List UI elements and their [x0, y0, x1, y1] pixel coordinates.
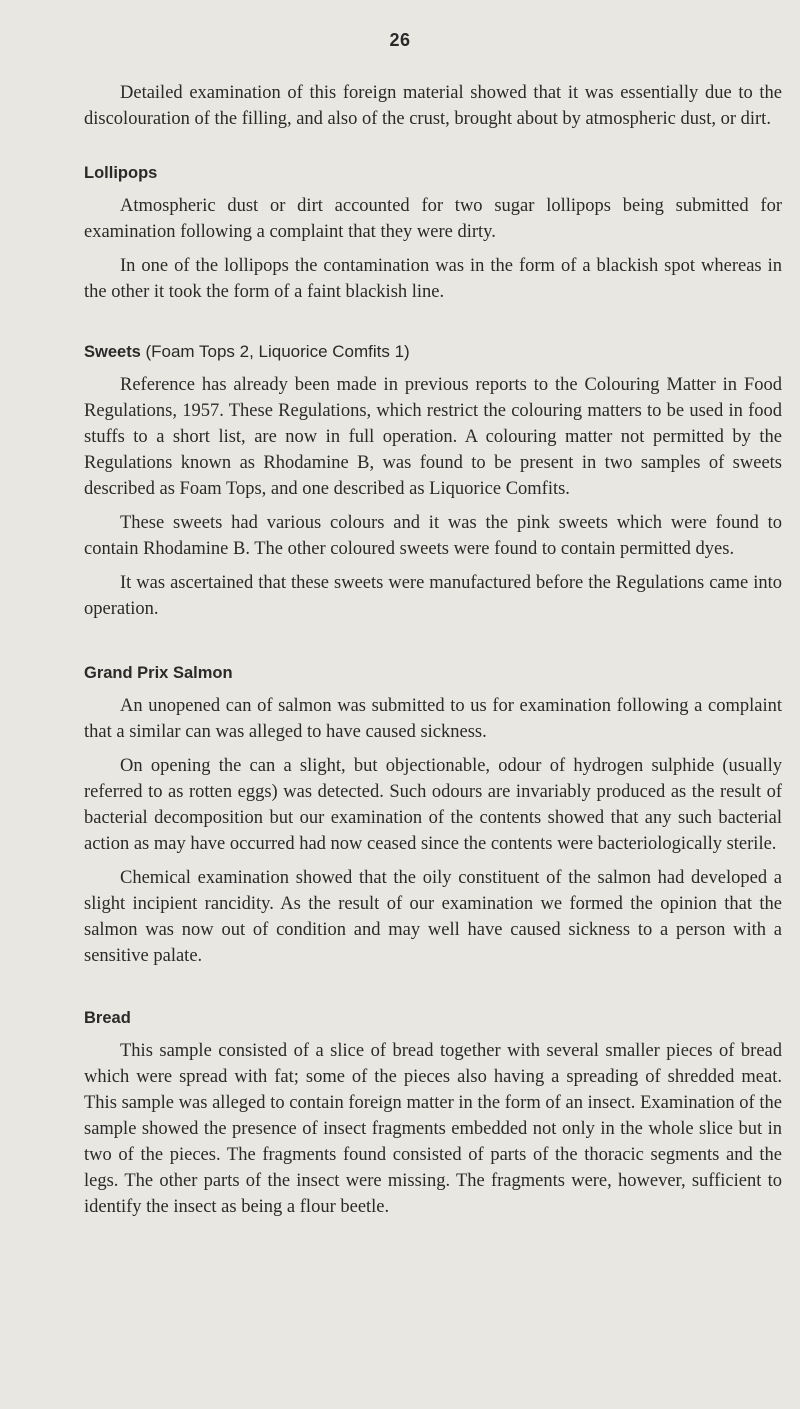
section-heading-sweets [84, 341, 782, 363]
section-heading-salmon: Grand Prix Salmon [84, 664, 233, 682]
paragraph: This sample consisted of a slice of bread together with several smaller pieces of bread which were spread with fat; some of the pieces also having a spreading of shredded meat. This sample was alleged to contain foreign matter in the form of an insect. Examination of the sample showed the presence of insect fragments embedded not only in the whole slice but in two of the pieces. The fragments found consisted of parts of the thoracic segments and the legs. The other parts of the insect were missing. The fragments were, however, sufficient to identify the insect as being a flour beetle. [84, 1041, 782, 1217]
page-number: 26 [389, 30, 411, 50]
paragraph: Atmospheric dust or dirt accounted for two sugar lollipops being submitted for examination following a complaint that they were dirty. [84, 196, 782, 242]
section-sweets [84, 341, 782, 622]
paragraph: These sweets had various colours and it was the pink sweets which were found to contain Rhodamine B. The other coloured sweets were found to contain permitted dyes. [84, 513, 782, 559]
heading-subtitle: (Foam Tops 2, Liquorice Comfits 1) [145, 342, 410, 361]
paragraph: On opening the can a slight, but objectionable, odour of hydrogen sulphide (usually referred to as rotten eggs) was detected. Such odours are invariably produced as the result of bacterial decomposition but our examination of the contents showed that any such bacterial action as may have occurred had now ceased since the contents were bacteriologically sterile. [84, 756, 782, 854]
paragraph: Chemical examination showed that the oily constituent of the salmon had developed a slight incipient rancidity. As the result of our examination we formed the opinion that the salmon was now out of condition and may well have caused sickness to a person with a sensitive palate. [84, 868, 782, 966]
paragraph: In one of the lollipops the contamination was in the form of a blackish spot whereas in the other it took the form of a faint blackish line. [84, 256, 782, 302]
intro-paragraph: Detailed examination of this foreign material showed that it was essentially due to the discolouration of the filling, and also of the crust, brought about by atmospheric dust, or dirt. [84, 83, 782, 129]
paragraph: Reference has already been made in previous reports to the Colouring Matter in Food Regulations, 1957. These Regulations, which restrict the colouring matters to be used in food stuffs to a short list, are now in full operation. A colouring matter not permitted by the Regulations known as Rhodamine B, was found to be present in two samples of sweets described as Foam Tops, and one described as Liquorice Comfits. [84, 375, 782, 499]
paragraph: It was ascertained that these sweets were manufactured before the Regulations came into operation. [84, 573, 782, 619]
section-heading-lollipops: Lollipops [84, 164, 158, 182]
section-bread [84, 1007, 782, 1220]
paragraph: An unopened can of salmon was submitted to us for examination following a complaint that a similar can was alleged to have caused sickness. [84, 696, 782, 742]
section-salmon [84, 662, 782, 969]
heading-text: Sweets [84, 343, 141, 361]
section-lollipops [84, 162, 782, 305]
section-heading-bread: Bread [84, 1009, 131, 1027]
page-content [84, 80, 782, 1220]
